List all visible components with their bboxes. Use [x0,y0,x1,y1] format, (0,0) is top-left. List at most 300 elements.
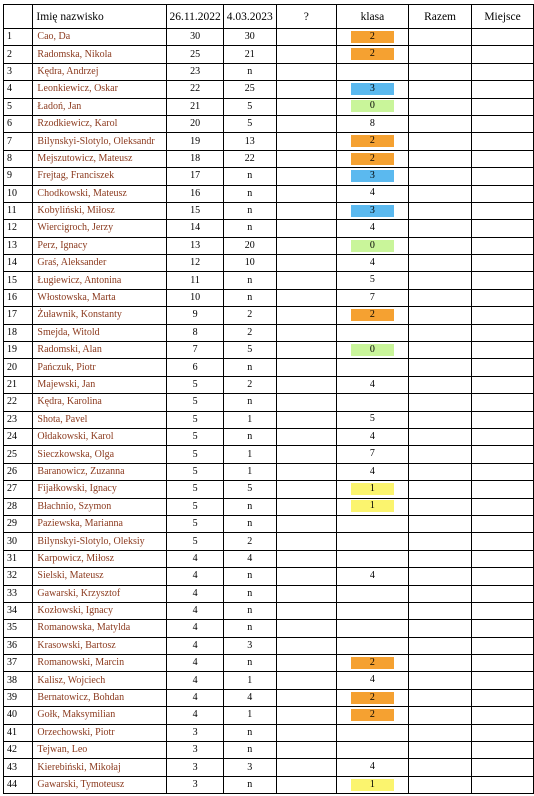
question-cell [276,655,336,672]
klasa-cell [336,63,408,80]
row-number: 1 [4,29,33,46]
score-4-03-2023: 21 [223,46,276,63]
student-name: Gołk, Maksymilian [33,707,167,724]
miejsce-cell [472,202,534,219]
score-26-11-2022: 19 [167,133,223,150]
score-26-11-2022: 3 [167,742,223,759]
table-row [4,585,534,602]
score-26-11-2022: 5 [167,428,223,445]
score-4-03-2023: 4 [223,689,276,706]
row-number: 12 [4,220,33,237]
miejsce-cell [472,289,534,306]
question-cell [276,637,336,654]
score-26-11-2022: 5 [167,515,223,532]
row-number: 20 [4,359,33,376]
klasa-cell [336,46,408,63]
student-name: Radomska, Nikola [33,46,167,63]
klasa-value: 7 [369,291,375,303]
score-4-03-2023: 2 [223,307,276,324]
score-4-03-2023: 30 [223,29,276,46]
table-row [4,637,534,654]
klasa-value: 0 [351,344,394,356]
row-number: 42 [4,742,33,759]
row-number: 3 [4,63,33,80]
question-cell [276,168,336,185]
miejsce-cell [472,29,534,46]
student-name: Rzodkiewicz, Karol [33,115,167,132]
klasa-cell [336,481,408,498]
miejsce-cell [472,324,534,341]
klasa-cell [336,237,408,254]
miejsce-cell [472,515,534,532]
miejsce-cell [472,185,534,202]
student-name: Shota, Pavel [33,411,167,428]
student-name: Kierebiński, Mikołaj [33,759,167,776]
score-4-03-2023: 13 [223,133,276,150]
table-row [4,515,534,532]
razem-cell [409,115,472,132]
klasa-value: 4 [369,256,375,268]
score-26-11-2022: 30 [167,29,223,46]
question-cell [276,672,336,689]
miejsce-cell [472,602,534,619]
score-4-03-2023: 3 [223,637,276,654]
klasa-value: 0 [351,100,394,112]
question-cell [276,446,336,463]
question-cell [276,776,336,793]
razem-cell [409,689,472,706]
miejsce-cell [472,81,534,98]
table-row [4,394,534,411]
miejsce-cell [472,133,534,150]
row-number: 43 [4,759,33,776]
question-cell [276,481,336,498]
score-4-03-2023: n [223,359,276,376]
score-4-03-2023: n [223,585,276,602]
miejsce-cell [472,220,534,237]
score-26-11-2022: 3 [167,759,223,776]
razem-cell [409,481,472,498]
row-number: 35 [4,620,33,637]
miejsce-cell [472,620,534,637]
score-4-03-2023: n [223,620,276,637]
score-26-11-2022: 12 [167,255,223,272]
score-26-11-2022: 5 [167,411,223,428]
student-name: Sieczkowska, Olga [33,446,167,463]
score-4-03-2023: n [223,63,276,80]
table-row [4,602,534,619]
row-number: 15 [4,272,33,289]
score-4-03-2023: 1 [223,707,276,724]
razem-cell [409,202,472,219]
student-name: Kędra, Karolina [33,394,167,411]
student-name: Pańczuk, Piotr [33,359,167,376]
miejsce-cell [472,481,534,498]
table-row [4,655,534,672]
score-26-11-2022: 4 [167,672,223,689]
klasa-cell [336,672,408,689]
question-cell [276,742,336,759]
table-row [4,168,534,185]
student-name: Błachnio, Szymon [33,498,167,515]
row-number: 18 [4,324,33,341]
klasa-cell [336,585,408,602]
klasa-value: 2 [351,709,394,721]
score-26-11-2022: 6 [167,359,223,376]
question-cell [276,133,336,150]
question-cell [276,411,336,428]
miejsce-cell [472,498,534,515]
score-26-11-2022: 17 [167,168,223,185]
score-26-11-2022: 4 [167,550,223,567]
klasa-cell [336,307,408,324]
klasa-cell [336,411,408,428]
score-4-03-2023: n [223,220,276,237]
miejsce-cell [472,637,534,654]
row-number: 44 [4,776,33,793]
razem-cell [409,168,472,185]
miejsce-cell [472,63,534,80]
student-name: Perz, Ignacy [33,237,167,254]
klasa-value: 1 [351,779,394,791]
question-cell [276,550,336,567]
row-number: 19 [4,342,33,359]
student-name: Romanowski, Marcin [33,655,167,672]
miejsce-cell [472,307,534,324]
razem-cell [409,759,472,776]
question-cell [276,220,336,237]
klasa-value: 0 [351,240,394,252]
score-26-11-2022: 5 [167,481,223,498]
score-4-03-2023: 3 [223,759,276,776]
score-4-03-2023: 5 [223,481,276,498]
row-number: 14 [4,255,33,272]
student-name: Sielski, Mateusz [33,568,167,585]
klasa-cell [336,620,408,637]
student-name: Bilynskyi-Slotylo, Oleksiy [33,533,167,550]
question-cell [276,29,336,46]
miejsce-cell [472,98,534,115]
question-cell [276,63,336,80]
student-name: Paziewska, Marianna [33,515,167,532]
student-name: Bilynskyi-Slotylo, Oleksandr [33,133,167,150]
row-number: 30 [4,533,33,550]
question-cell [276,394,336,411]
question-cell [276,81,336,98]
razem-cell [409,289,472,306]
table-row [4,376,534,393]
table-row [4,672,534,689]
miejsce-cell [472,237,534,254]
table-row [4,776,534,793]
results-table [3,4,534,794]
razem-cell [409,63,472,80]
score-4-03-2023: 4 [223,550,276,567]
klasa-cell [336,498,408,515]
miejsce-cell [472,428,534,445]
row-number: 13 [4,237,33,254]
table-row [4,220,534,237]
razem-cell [409,637,472,654]
score-4-03-2023: 5 [223,342,276,359]
student-name: Kalisz, Wojciech [33,672,167,689]
miejsce-cell [472,168,534,185]
score-26-11-2022: 10 [167,289,223,306]
score-26-11-2022: 4 [167,568,223,585]
razem-cell [409,133,472,150]
score-4-03-2023: 5 [223,115,276,132]
miejsce-cell [472,689,534,706]
table-row [4,237,534,254]
razem-cell [409,724,472,741]
row-number: 25 [4,446,33,463]
klasa-value: 4 [369,222,375,234]
miejsce-cell [472,272,534,289]
score-26-11-2022: 16 [167,185,223,202]
score-26-11-2022: 25 [167,46,223,63]
table-row [4,550,534,567]
razem-cell [409,376,472,393]
miejsce-cell [472,150,534,167]
table-row [4,115,534,132]
miejsce-cell [472,376,534,393]
student-name: Fijałkowski, Ignacy [33,481,167,498]
razem-cell [409,411,472,428]
klasa-value: 8 [369,117,375,129]
razem-cell [409,585,472,602]
score-26-11-2022: 4 [167,602,223,619]
miejsce-cell [472,655,534,672]
row-number: 40 [4,707,33,724]
score-4-03-2023: n [223,168,276,185]
score-26-11-2022: 23 [167,63,223,80]
razem-cell [409,707,472,724]
question-cell [276,689,336,706]
table-row [4,133,534,150]
student-name: Krasowski, Bartosz [33,637,167,654]
score-26-11-2022: 15 [167,202,223,219]
question-cell [276,515,336,532]
student-name: Majewski, Jan [33,376,167,393]
row-number: 34 [4,602,33,619]
klasa-cell [336,324,408,341]
klasa-cell [336,202,408,219]
klasa-cell [336,533,408,550]
razem-cell [409,46,472,63]
table-row [4,185,534,202]
miejsce-cell [472,585,534,602]
klasa-cell [336,272,408,289]
table-row [4,29,534,46]
student-name: Kędra, Andrzej [33,63,167,80]
table-row [4,620,534,637]
question-cell [276,707,336,724]
klasa-cell [336,168,408,185]
razem-cell [409,29,472,46]
table-row [4,307,534,324]
row-number: 36 [4,637,33,654]
klasa-cell [336,759,408,776]
klasa-value: 4 [369,187,375,199]
klasa-cell [336,29,408,46]
row-number: 32 [4,568,33,585]
row-number: 10 [4,185,33,202]
klasa-value: 7 [369,448,375,460]
score-4-03-2023: n [223,602,276,619]
razem-cell [409,324,472,341]
razem-cell [409,602,472,619]
razem-cell [409,463,472,480]
miejsce-cell [472,463,534,480]
razem-cell [409,568,472,585]
score-4-03-2023: 22 [223,150,276,167]
klasa-cell [336,655,408,672]
razem-cell [409,498,472,515]
score-26-11-2022: 7 [167,342,223,359]
razem-cell [409,776,472,793]
score-4-03-2023: n [223,394,276,411]
klasa-cell [336,550,408,567]
question-cell [276,428,336,445]
score-4-03-2023: n [223,185,276,202]
klasa-cell [336,81,408,98]
student-name: Leonkiewicz, Oskar [33,81,167,98]
razem-cell [409,98,472,115]
question-cell [276,289,336,306]
score-4-03-2023: 1 [223,463,276,480]
question-cell [276,342,336,359]
miejsce-cell [472,255,534,272]
klasa-cell [336,463,408,480]
question-cell [276,533,336,550]
row-number: 33 [4,585,33,602]
klasa-value: 3 [351,83,394,95]
table-row [4,411,534,428]
klasa-cell [336,220,408,237]
student-name: Żuławnik, Konstanty [33,307,167,324]
razem-cell [409,533,472,550]
table-row [4,481,534,498]
student-name: Chodkowski, Mateusz [33,185,167,202]
student-name: Gawarski, Krzysztof [33,585,167,602]
klasa-value: 2 [351,31,394,43]
klasa-value: 2 [351,135,394,147]
table-row [4,707,534,724]
miejsce-cell [472,568,534,585]
row-number: 21 [4,376,33,393]
table-row [4,463,534,480]
razem-cell [409,185,472,202]
row-number: 16 [4,289,33,306]
student-name: Kozłowski, Ignacy [33,602,167,619]
row-number: 22 [4,394,33,411]
col-header-question: ? [276,5,336,29]
row-number: 2 [4,46,33,63]
klasa-cell [336,446,408,463]
razem-cell [409,307,472,324]
razem-cell [409,237,472,254]
question-cell [276,359,336,376]
table-row [4,533,534,550]
score-26-11-2022: 14 [167,220,223,237]
row-number: 29 [4,515,33,532]
klasa-value: 4 [369,465,375,477]
col-header-date-1: 26.11.2022 [167,5,223,29]
row-number: 11 [4,202,33,219]
miejsce-cell [472,46,534,63]
col-header-klasa: klasa [336,5,408,29]
razem-cell [409,428,472,445]
klasa-cell [336,185,408,202]
col-header-date-2: 4.03.2023 [223,5,276,29]
student-name: Orzechowski, Piotr [33,724,167,741]
score-4-03-2023: 25 [223,81,276,98]
question-cell [276,237,336,254]
klasa-cell [336,724,408,741]
razem-cell [409,220,472,237]
student-name: Smejda, Witold [33,324,167,341]
razem-cell [409,272,472,289]
header-row [4,5,534,29]
klasa-value: 4 [369,570,375,581]
student-name: Romanowska, Matylda [33,620,167,637]
score-4-03-2023: n [223,655,276,672]
question-cell [276,272,336,289]
klasa-cell [336,742,408,759]
score-4-03-2023: n [223,498,276,515]
row-number: 39 [4,689,33,706]
score-4-03-2023: n [223,202,276,219]
col-header-name: Imię nazwisko [33,5,167,29]
table-row [4,498,534,515]
question-cell [276,324,336,341]
score-4-03-2023: 10 [223,255,276,272]
klasa-cell [336,568,408,585]
razem-cell [409,359,472,376]
table-row [4,742,534,759]
miejsce-cell [472,724,534,741]
question-cell [276,150,336,167]
student-name: Ołdakowski, Karol [33,428,167,445]
table-row [4,46,534,63]
table-row [4,289,534,306]
klasa-cell [336,255,408,272]
miejsce-cell [472,394,534,411]
score-26-11-2022: 5 [167,394,223,411]
klasa-cell [336,776,408,793]
klasa-cell [336,115,408,132]
score-26-11-2022: 4 [167,655,223,672]
row-number: 17 [4,307,33,324]
klasa-value: 5 [369,274,375,286]
miejsce-cell [472,776,534,793]
razem-cell [409,550,472,567]
score-4-03-2023: n [223,776,276,793]
klasa-cell [336,689,408,706]
score-26-11-2022: 11 [167,272,223,289]
score-26-11-2022: 3 [167,724,223,741]
row-number: 28 [4,498,33,515]
klasa-value: 3 [351,170,394,182]
score-4-03-2023: n [223,289,276,306]
klasa-cell [336,428,408,445]
klasa-value: 2 [351,692,394,704]
klasa-value: 5 [369,413,375,425]
klasa-cell [336,637,408,654]
score-4-03-2023: 20 [223,237,276,254]
score-4-03-2023: n [223,724,276,741]
klasa-cell [336,515,408,532]
